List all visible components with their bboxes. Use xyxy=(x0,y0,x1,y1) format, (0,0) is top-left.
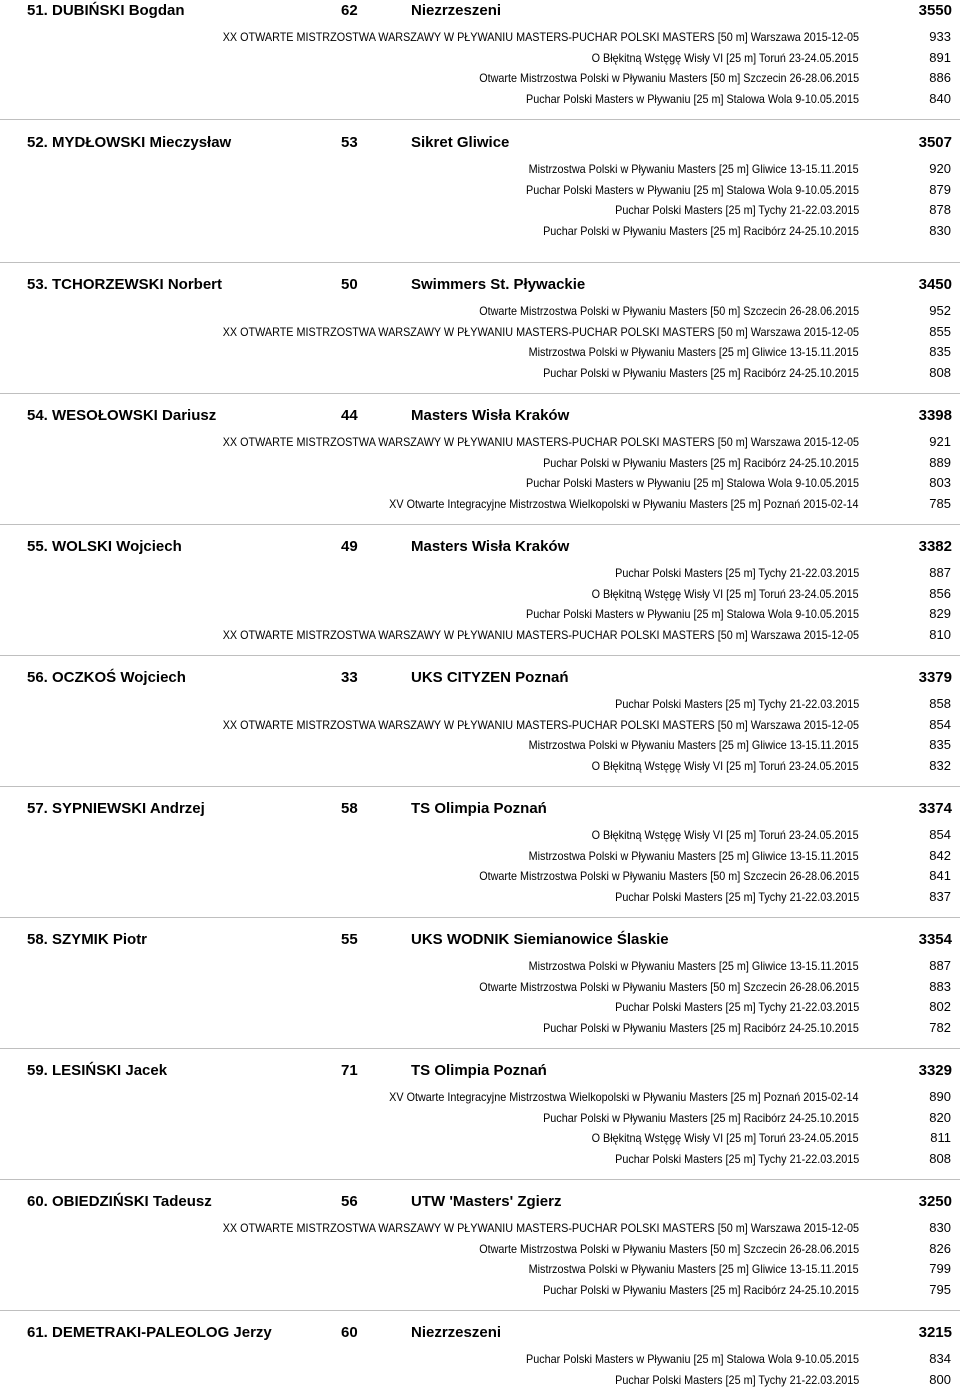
event-name: XX OTWARTE MISTRZOSTWA WARSZAWY W PŁYWANIU MASTERS-PUCHAR POLSKI MASTERS [50 m] Warszawa 2015-12-05 xyxy=(222,717,859,732)
event-name: Puchar Polski w Pływaniu Masters [25 m] Racibórz 24-25.10.2015 xyxy=(543,1110,859,1125)
result-row xyxy=(0,1239,960,1260)
result-row xyxy=(0,27,960,48)
event-points: 854 xyxy=(929,716,951,732)
event-points: 811 xyxy=(930,1130,951,1146)
event-name: Puchar Polski w Pływaniu Masters [25 m] Racibórz 24-25.10.2015 xyxy=(543,1020,859,1035)
event-name: Mistrzostwa Polski w Pływaniu Masters [25 m] Gliwice 13-15.11.2015 xyxy=(529,345,859,360)
event-name: Puchar Polski Masters w Pływaniu [25 m] Stalowa Wola 9-10.05.2015 xyxy=(526,476,859,491)
result-row xyxy=(0,1149,960,1170)
event-points: 810 xyxy=(929,626,951,642)
swimmer-entry xyxy=(0,655,960,786)
swimmer-name: 57. SYPNIEWSKI Andrzej xyxy=(27,800,205,817)
swimmer-entry xyxy=(0,524,960,655)
result-row xyxy=(0,221,960,242)
entry-header xyxy=(0,1322,960,1344)
swimmer-entry xyxy=(0,1179,960,1310)
event-points: 856 xyxy=(929,585,951,601)
event-name: Puchar Polski Masters w Pływaniu [25 m] Stalowa Wola 9-10.05.2015 xyxy=(526,91,859,106)
swimmer-name: 59. LESIŃSKI Jacek xyxy=(27,1062,168,1079)
event-name: Puchar Polski Masters [25 m] Tychy 21-22.03.2015 xyxy=(614,203,859,218)
swimmer-club: Niezrzeszeni xyxy=(411,1324,502,1341)
event-name: XX OTWARTE MISTRZOSTWA WARSZAWY W PŁYWANIU MASTERS-PUCHAR POLSKI MASTERS [50 m] Warszawa 2015-12-05 xyxy=(222,30,859,44)
event-points: 879 xyxy=(929,181,951,197)
swimmer-name: 55. WOLSKI Wojciech xyxy=(27,538,182,555)
event-name: Otwarte Mistrzostwa Polski w Pływaniu Masters [50 m] Szczecin 26-28.06.2015 xyxy=(479,869,859,884)
event-points: 829 xyxy=(929,606,951,622)
results-list xyxy=(0,296,960,383)
event-points: 878 xyxy=(929,202,951,218)
result-row xyxy=(0,694,960,715)
swimmer-age: 49 xyxy=(341,538,358,555)
swimmer-club: Swimmers St. Pływackie xyxy=(411,276,586,293)
result-row xyxy=(0,866,960,887)
swimmer-entry xyxy=(0,1310,960,1392)
total-points: 3329 xyxy=(918,1062,952,1079)
result-row xyxy=(0,1018,960,1039)
results-list xyxy=(0,1082,960,1169)
event-name: Otwarte Mistrzostwa Polski w Pływaniu Masters [50 m] Szczecin 26-28.06.2015 xyxy=(479,304,859,318)
swimmer-entry xyxy=(0,119,960,262)
entry-header xyxy=(0,132,960,154)
results-list xyxy=(0,1344,960,1390)
event-name: Otwarte Mistrzostwa Polski w Pływaniu Masters [50 m] Szczecin 26-28.06.2015 xyxy=(479,1241,859,1256)
event-name: Puchar Polski Masters [25 m] Tychy 21-22.03.2015 xyxy=(614,1000,859,1015)
entry-header xyxy=(0,929,960,951)
total-points: 3450 xyxy=(918,276,952,293)
total-points: 3379 xyxy=(918,669,952,686)
total-points: 3250 xyxy=(918,1193,952,1210)
event-name: XX OTWARTE MISTRZOSTWA WARSZAWY W PŁYWANIU MASTERS-PUCHAR POLSKI MASTERS [50 m] Warszawa 2015-12-05 xyxy=(222,435,859,449)
event-points: 799 xyxy=(929,1261,951,1277)
event-points: 890 xyxy=(929,1089,951,1104)
event-name: Puchar Polski w Pływaniu Masters [25 m] Racibórz 24-25.10.2015 xyxy=(543,223,859,238)
result-row xyxy=(0,1370,960,1391)
result-row xyxy=(0,301,960,322)
result-row xyxy=(0,363,960,384)
event-points: 835 xyxy=(929,737,951,753)
event-points: 802 xyxy=(929,999,951,1015)
result-row xyxy=(0,1280,960,1301)
swimmer-name: 61. DEMETRAKI-PALEOLOG Jerzy xyxy=(27,1324,272,1341)
swimmer-entry xyxy=(0,1048,960,1179)
result-row xyxy=(0,604,960,625)
results-list xyxy=(0,22,960,109)
swimmer-age: 33 xyxy=(341,669,358,686)
event-points: 800 xyxy=(929,1371,951,1387)
event-points: 883 xyxy=(929,978,951,994)
result-row xyxy=(0,956,960,977)
results-list xyxy=(0,1213,960,1300)
result-row xyxy=(0,756,960,777)
event-points: 921 xyxy=(929,434,951,449)
result-row xyxy=(0,1087,960,1108)
swimmer-entry xyxy=(0,786,960,917)
swimmer-age: 55 xyxy=(341,931,358,948)
result-row xyxy=(0,846,960,867)
swimmer-entry xyxy=(0,393,960,524)
swimmer-age: 60 xyxy=(341,1324,358,1341)
swimmer-age: 71 xyxy=(341,1062,358,1079)
result-row xyxy=(0,735,960,756)
results-list xyxy=(0,154,960,241)
swimmer-age: 62 xyxy=(341,2,358,19)
result-row xyxy=(0,89,960,110)
result-row xyxy=(0,1128,960,1149)
total-points: 3354 xyxy=(918,931,952,948)
result-row xyxy=(0,48,960,69)
swimmer-entry xyxy=(0,262,960,393)
event-points: 887 xyxy=(929,958,951,973)
entry-header xyxy=(0,667,960,689)
total-points: 3550 xyxy=(918,2,952,19)
event-name: Mistrzostwa Polski w Pływaniu Masters [25 m] Gliwice 13-15.11.2015 xyxy=(529,848,859,863)
swimmer-club: Masters Wisła Kraków xyxy=(411,407,570,424)
event-name: Mistrzostwa Polski w Pływaniu Masters [25 m] Gliwice 13-15.11.2015 xyxy=(529,959,859,973)
event-points: 887 xyxy=(929,565,951,580)
entry-header xyxy=(0,0,960,22)
event-points: 886 xyxy=(929,70,951,86)
swimmer-age: 53 xyxy=(341,134,358,151)
result-row xyxy=(0,1259,960,1280)
event-points: 933 xyxy=(929,29,951,44)
swimmer-club: UKS WODNIK Siemianowice Ślaskie xyxy=(411,931,669,948)
swimmer-age: 50 xyxy=(341,276,358,293)
entry-header xyxy=(0,536,960,558)
event-points: 830 xyxy=(929,1220,951,1235)
result-row xyxy=(0,825,960,846)
result-row xyxy=(0,625,960,646)
total-points: 3215 xyxy=(918,1324,952,1341)
total-points: 3374 xyxy=(918,800,952,817)
event-points: 826 xyxy=(929,1240,951,1256)
event-name: Mistrzostwa Polski w Pływaniu Masters [25 m] Gliwice 13-15.11.2015 xyxy=(529,738,859,753)
swimmer-age: 56 xyxy=(341,1193,358,1210)
event-name: Puchar Polski Masters w Pływaniu [25 m] Stalowa Wola 9-10.05.2015 xyxy=(526,182,859,197)
swimmer-name: 53. TCHORZEWSKI Norbert xyxy=(27,276,223,293)
event-points: 832 xyxy=(929,757,951,773)
event-name: Puchar Polski Masters [25 m] Tychy 21-22.03.2015 xyxy=(614,889,859,904)
event-name: Puchar Polski w Pływaniu Masters [25 m] Racibórz 24-25.10.2015 xyxy=(543,1282,859,1297)
total-points: 3507 xyxy=(918,134,952,151)
result-row xyxy=(0,453,960,474)
event-name: Mistrzostwa Polski w Pływaniu Masters [25 m] Gliwice 13-15.11.2015 xyxy=(529,162,859,176)
event-name: O Błękitną Wstęgę Wisły VI [25 m] Toruń 23-24.05.2015 xyxy=(592,50,859,65)
total-points: 3398 xyxy=(918,407,952,424)
event-name: Otwarte Mistrzostwa Polski w Pływaniu Masters [50 m] Szczecin 26-28.06.2015 xyxy=(479,979,859,994)
event-name: Mistrzostwa Polski w Pływaniu Masters [25 m] Gliwice 13-15.11.2015 xyxy=(529,1262,859,1277)
event-name: Puchar Polski w Pływaniu Masters [25 m] Racibórz 24-25.10.2015 xyxy=(543,365,859,380)
event-name: XX OTWARTE MISTRZOSTWA WARSZAWY W PŁYWANIU MASTERS-PUCHAR POLSKI MASTERS [50 m] Warszawa 2015-12-05 xyxy=(222,324,859,339)
event-points: 834 xyxy=(929,1351,951,1366)
result-row xyxy=(0,1218,960,1239)
event-points: 785 xyxy=(929,495,951,511)
event-name: O Błękitną Wstęgę Wisły VI [25 m] Toruń 23-24.05.2015 xyxy=(592,828,859,842)
event-name: O Błękitną Wstęgę Wisły VI [25 m] Toruń 23-24.05.2015 xyxy=(592,586,859,601)
swimmer-club: TS Olimpia Poznań xyxy=(411,800,547,817)
result-row xyxy=(0,715,960,736)
entry-header xyxy=(0,1060,960,1082)
event-points: 830 xyxy=(929,222,951,238)
event-name: Puchar Polski Masters [25 m] Tychy 21-22.03.2015 xyxy=(614,566,859,580)
result-row xyxy=(0,322,960,343)
result-row xyxy=(0,159,960,180)
result-row xyxy=(0,342,960,363)
event-points: 841 xyxy=(929,868,951,884)
swimmer-entry xyxy=(0,0,960,119)
result-row xyxy=(0,997,960,1018)
total-points: 3382 xyxy=(918,538,952,555)
event-points: 782 xyxy=(929,1019,951,1035)
event-name: Puchar Polski Masters w Pływaniu [25 m] Stalowa Wola 9-10.05.2015 xyxy=(526,607,859,622)
swimmer-club: UKS CITYZEN Poznań xyxy=(411,669,569,686)
event-points: 795 xyxy=(929,1281,951,1297)
event-points: 835 xyxy=(929,344,951,360)
event-points: 855 xyxy=(929,323,951,339)
swimmer-name: 52. MYDŁOWSKI Mieczysław xyxy=(27,134,232,151)
event-name: Puchar Polski Masters w Pływaniu [25 m] Stalowa Wola 9-10.05.2015 xyxy=(526,1352,859,1366)
result-row xyxy=(0,563,960,584)
result-row xyxy=(0,180,960,201)
event-name: XX OTWARTE MISTRZOSTWA WARSZAWY W PŁYWANIU MASTERS-PUCHAR POLSKI MASTERS [50 m] Warszawa 2015-12-05 xyxy=(222,1221,859,1235)
swimmer-club: Sikret Gliwice xyxy=(411,134,510,151)
swimmer-name: 60. OBIEDZIŃSKI Tadeusz xyxy=(27,1193,212,1210)
swimmer-entry xyxy=(0,917,960,1048)
event-points: 837 xyxy=(929,888,951,904)
results-list xyxy=(0,558,960,645)
result-row xyxy=(0,200,960,221)
entry-header xyxy=(0,798,960,820)
results-list xyxy=(0,427,960,514)
event-name: Otwarte Mistrzostwa Polski w Pływaniu Masters [50 m] Szczecin 26-28.06.2015 xyxy=(479,71,859,86)
event-points: 803 xyxy=(929,475,951,491)
event-name: O Błękitną Wstęgę Wisły VI [25 m] Toruń 23-24.05.2015 xyxy=(592,1131,859,1146)
entry-header xyxy=(0,1191,960,1213)
swimmer-age: 44 xyxy=(341,407,358,424)
swimmer-name: 51. DUBIŃSKI Bogdan xyxy=(27,2,185,19)
event-points: 840 xyxy=(929,90,951,106)
swimmer-club: UTW 'Masters' Zgierz xyxy=(411,1193,562,1210)
event-points: 952 xyxy=(929,303,951,318)
entry-header xyxy=(0,274,960,296)
event-name: XX OTWARTE MISTRZOSTWA WARSZAWY W PŁYWANIU MASTERS-PUCHAR POLSKI MASTERS [50 m] Warszawa 2015-12-05 xyxy=(222,627,859,642)
results-list xyxy=(0,820,960,907)
event-name: O Błękitną Wstęgę Wisły VI [25 m] Toruń 23-24.05.2015 xyxy=(592,758,859,773)
results-list xyxy=(0,951,960,1038)
entry-header xyxy=(0,405,960,427)
results-list xyxy=(0,689,960,776)
event-name: Puchar Polski Masters [25 m] Tychy 21-22.03.2015 xyxy=(614,697,859,711)
swimmer-name: 56. OCZKOŚ Wojciech xyxy=(27,669,186,686)
result-row xyxy=(0,584,960,605)
event-points: 820 xyxy=(929,1109,951,1125)
event-name: Puchar Polski w Pływaniu Masters [25 m] Racibórz 24-25.10.2015 xyxy=(543,455,859,470)
swimmer-name: 58. SZYMIK Piotr xyxy=(27,931,148,948)
event-points: 889 xyxy=(929,454,951,470)
result-row xyxy=(0,977,960,998)
event-points: 858 xyxy=(929,696,951,711)
event-points: 808 xyxy=(929,1150,951,1166)
event-points: 854 xyxy=(929,827,951,842)
swimmer-name: 54. WESOŁOWSKI Dariusz xyxy=(27,407,217,424)
event-name: Puchar Polski Masters [25 m] Tychy 21-22.03.2015 xyxy=(614,1151,859,1166)
swimmer-club: Niezrzeszeni xyxy=(411,2,502,19)
event-name: XV Otwarte Integracyjne Mistrzostwa Wielkopolski w Pływaniu Masters [25 m] Poznań 2015-02-14 xyxy=(389,496,859,511)
event-name: XV Otwarte Integracyjne Mistrzostwa Wielkopolski w Pływaniu Masters [25 m] Poznań 2015-02-14 xyxy=(389,1090,859,1104)
event-points: 891 xyxy=(929,49,951,65)
swimmer-age: 58 xyxy=(341,800,358,817)
event-name: Puchar Polski Masters [25 m] Tychy 21-22.03.2015 xyxy=(614,1372,859,1387)
result-row xyxy=(0,1349,960,1370)
result-row xyxy=(0,1108,960,1129)
result-row xyxy=(0,68,960,89)
swimmer-club: Masters Wisła Kraków xyxy=(411,538,570,555)
result-row xyxy=(0,494,960,515)
result-row xyxy=(0,887,960,908)
event-points: 808 xyxy=(929,364,951,380)
result-row xyxy=(0,473,960,494)
event-points: 842 xyxy=(929,847,951,863)
event-points: 920 xyxy=(929,161,951,176)
swimmer-club: TS Olimpia Poznań xyxy=(411,1062,547,1079)
result-row xyxy=(0,432,960,453)
